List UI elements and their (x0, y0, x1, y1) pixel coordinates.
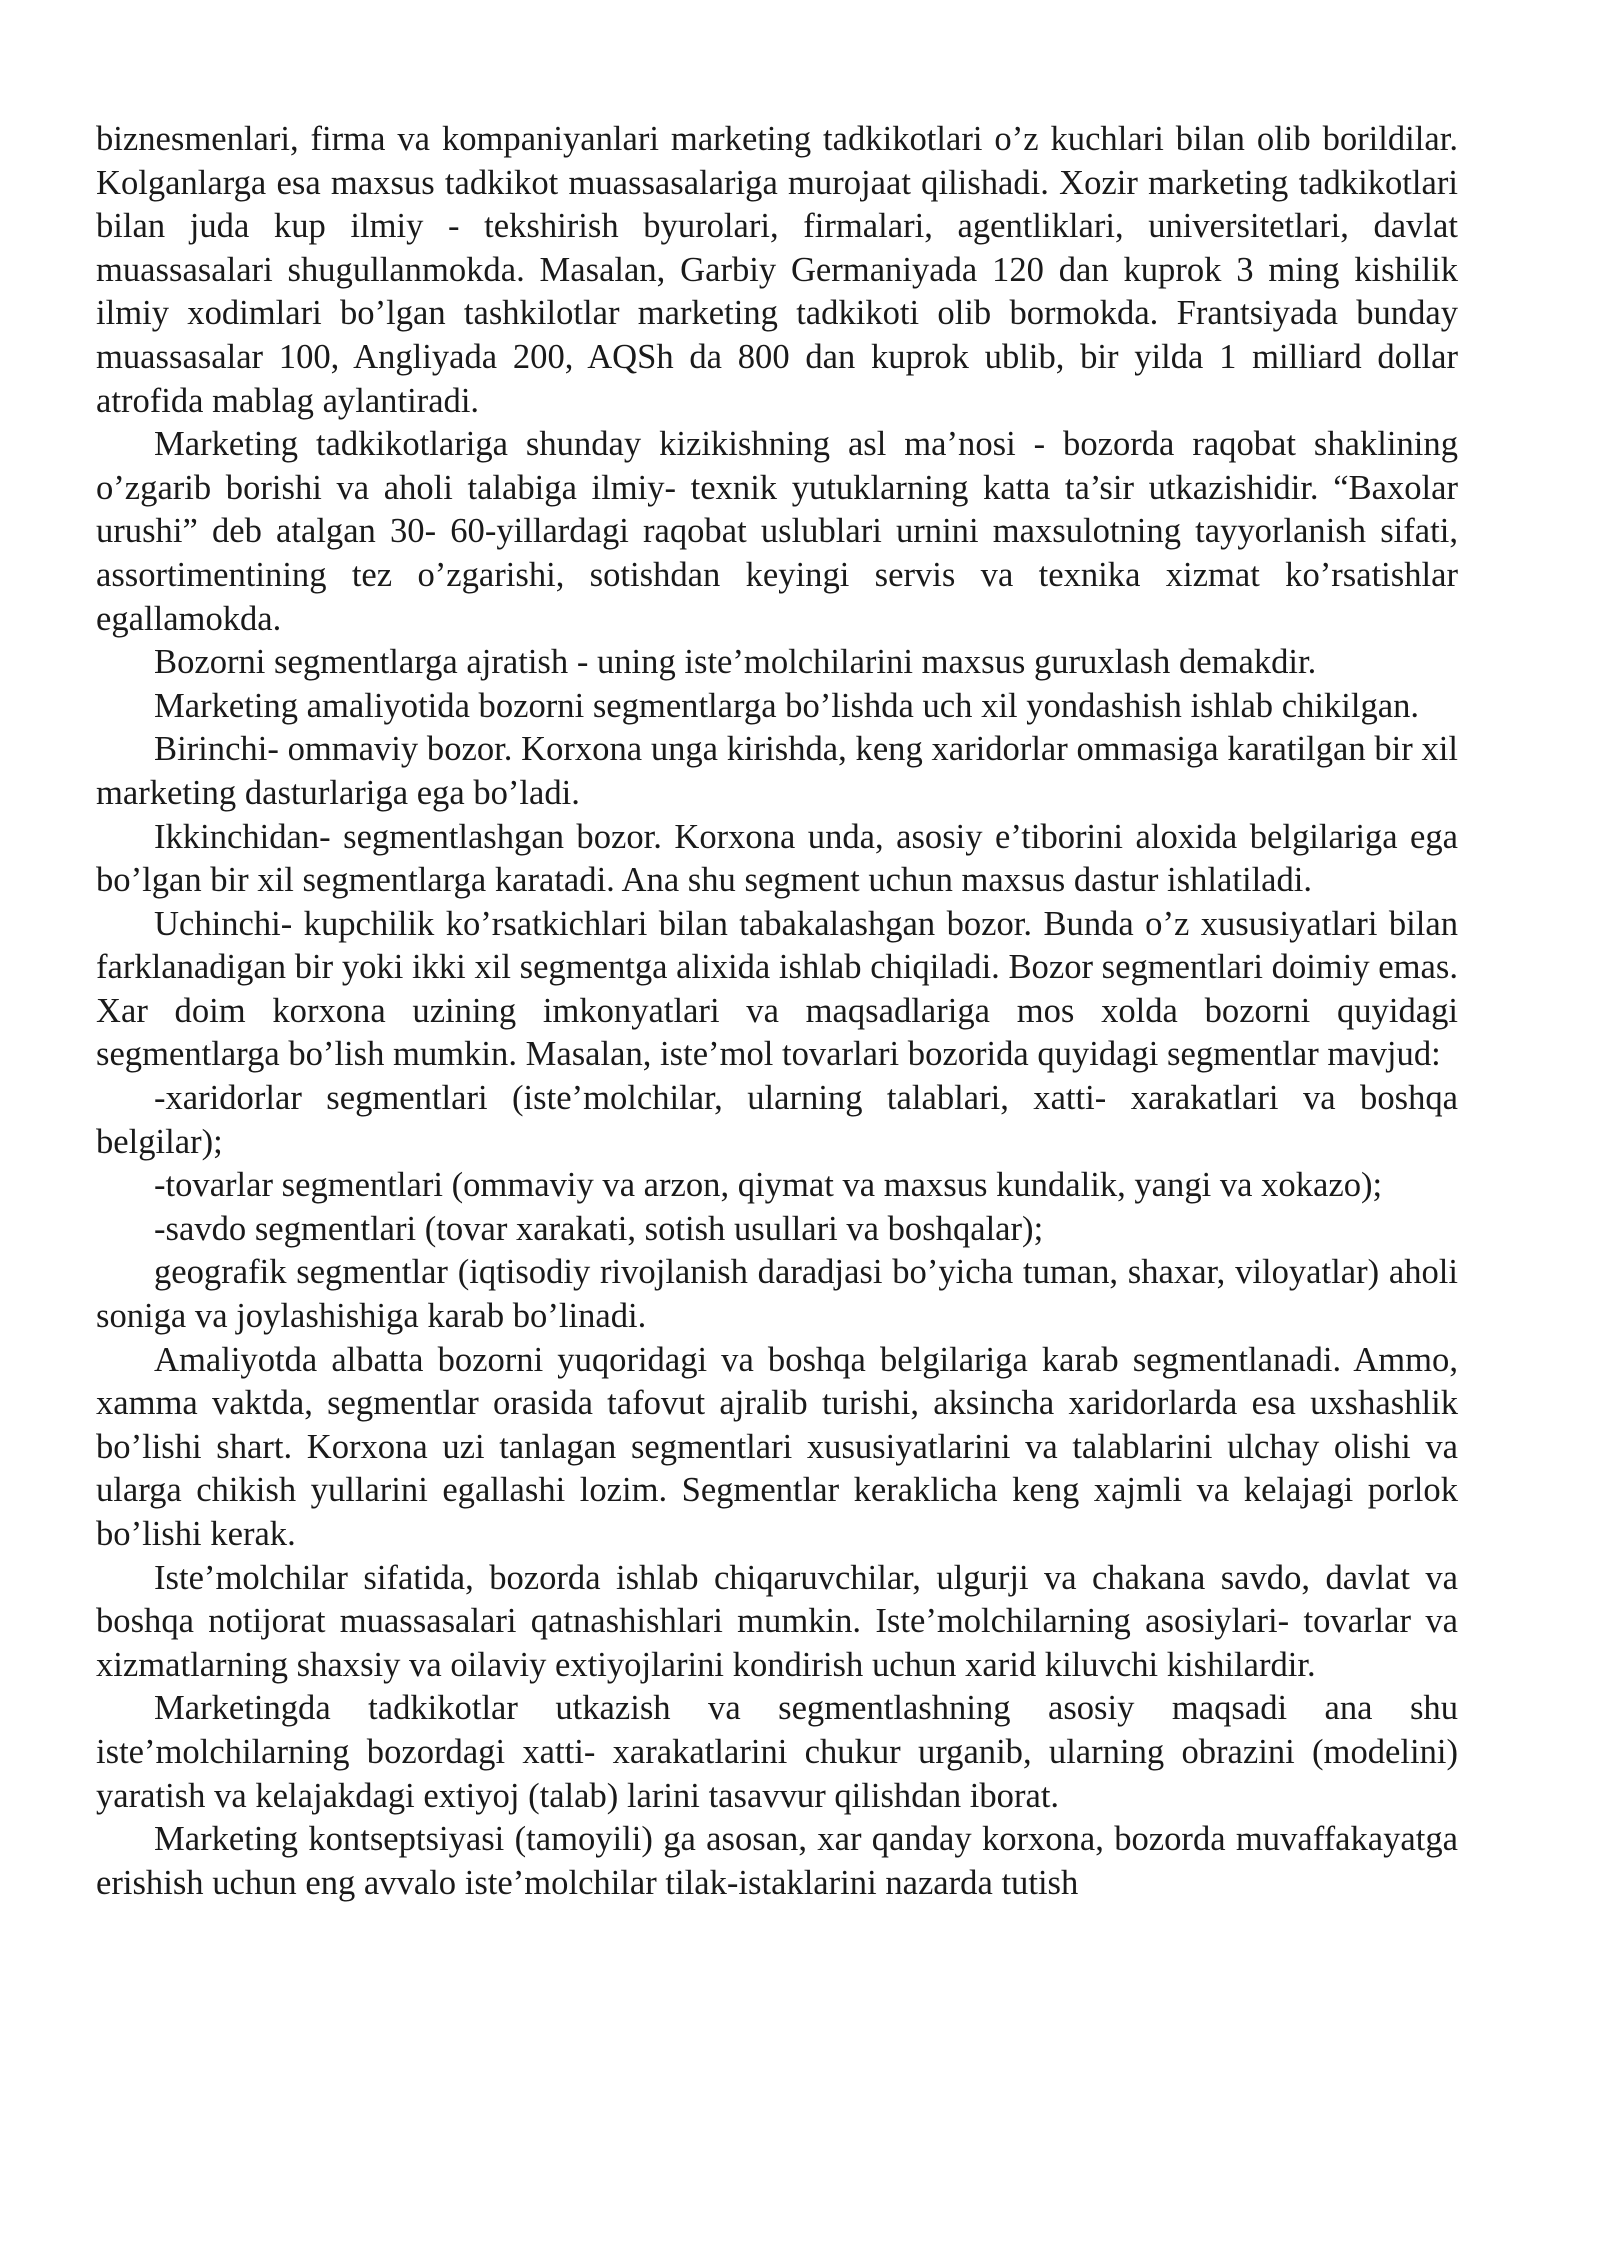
paragraph-marketing-concept: Marketing kontseptsiyasi (tamoyili) ga asosan, xar qanday korxona, bozorda muvaffakayatga erishish uchun eng avvalo iste’molchilar tilak-istaklarini nazarda tutish (96, 1820, 1458, 1902)
paragraph-segmentation-practice: Amaliyotda albatta bozorni yuqoridagi va boshqa belgilariga karab segmentlanadi. Ammo, xamma vaktda, segmentlar orasida tafovut ajralib turishi, aksincha xaridorlarda esa uxshashlik bo’lishi shart. Korxona uzi tanlagan segmentlari xususiyatlarini va talablarini ulchay olishi va ularga chikish yullarini egallashi lozim. Segmentlar keraklicha keng xajmli va kelajagi porlok bo’lishi kerak. (96, 1340, 1458, 1553)
list-item-buyer-segments: -xaridorlar segmentlari (iste’molchilar, ularning talablari, xatti- xarakatlari va boshqa belgilar); (96, 1079, 1458, 1161)
paragraph-segmentation-definition: Bozorni segmentlarga ajratish - uning iste’molchilarini maxsus guruxlash demakdir. (154, 643, 1317, 682)
list-item-product-segments: -tovarlar segmentlari (ommaviy va arzon, qiymat va maxsus kundalik, yangi va xokazo); (154, 1166, 1383, 1205)
paragraph-mass-market: Birinchi- ommaviy bozor. Korxona unga kirishda, keng xaridorlar ommasiga karatilgan bir xil marketing dasturlariga ega bo’ladi. (96, 730, 1458, 812)
list-item-geographic-segments: geografik segmentlar (iqtisodiy rivojlanish daradjasi bo’yicha tuman, shaxar, viloyatlar) aholi soniga va joylashishiga karab bo’linadi. (96, 1253, 1458, 1336)
paragraph-three-approaches: Marketing amaliyotida bozorni segmentlarga bo’lishda uch xil yondashish ishlab chikilgan. (154, 686, 1420, 725)
paragraph-consumers: Iste’molchilar sifatida, bozorda ishlab chiqaruvchilar, ulgurji va chakana savdo, davlat va boshqa notijorat muassasalari qatnashishlari mumkin. Iste’molchilarning asosiylari- tovarlar va xizmatlarning shaxsiy va oilaviy extiyojlarini kondirish uchun xarid kiluvchi kishilardir. (96, 1558, 1458, 1684)
paragraph-research-interest: Marketing tadkikotlariga shunday kizikishning asl ma’nosi - bozorda raqobat shaklining o’zgarib borishi va aholi talabiga ilmiy- texnik yutuklarning katta ta’sir utkazishidir. “Baxolar urushi” deb atalgan 30- 60-yillardagi raqobat uslublari urnini maxsulotning tayyorlanish sifati, assortimentining tez o’zgarishi, sotishdan keyingi servis va texnika xizmat ko’rsatishlar egallamokda. (96, 425, 1458, 638)
list-item-trade-segments: -savdo segmentlari (tovar xarakati, sotish usullari va boshqalar); (154, 1209, 1044, 1248)
document-page (96, 118, 1458, 1905)
paragraph-research-goal: Marketingda tadkikotlar utkazish va segmentlashning asosiy maqsadi ana shu iste’molchilarning bozordagi xatti- xarakatlarini chukur urganib, ularning obrazini (modelini) yaratish va kelajakdagi extiyoj (talab) larini tasavvur qilishdan iborat. (96, 1689, 1458, 1815)
paragraph-stratified-market: Uchinchi- kupchilik ko’rsatkichlari bilan tabakalashgan bozor. Bunda o’z xususiyatlari bilan farklanadigan bir yoki ikki xil segmentga alixida ishlab chiqiladi. Bozor segmentlari doimiy emas. Xar doim korxona uzining imkonyatlari va maqsadlariga mos xolda bozorni quyidagi segmentlarga bo’lish mumkin. Masalan, iste’mol tovarlari bozorida quyidagi segmentlar mavjud: (96, 904, 1458, 1074)
paragraph-research-organizations: biznesmenlari, firma va kompaniyanlari marketing tadkikotlari o’z kuchlari bilan olib borildilar. Kolganlarga esa maxsus tadkikot muassasalariga murojaat qilishadi. Xozir marketing tadkikotlari bilan juda kup ilmiy - tekshirish byurolari, firmalari, agentliklari, universitetlari, davlat muassasalari shugullanmokda. Masalan, Garbiy Germaniyada 120 dan kuprok 3 ming kishilik ilmiy xodimlari bo’lgan tashkilotlar marketing tadkikoti olib bormokda. Frantsiyada bunday muassasalar 100, Angliyada 200, AQSh da 800 dan kuprok ublib, bir yilda 1 milliard dollar atrofida mablag aylantiradi. (96, 120, 1458, 420)
paragraph-segmented-market: Ikkinchidan- segmentlashgan bozor. Korxona unda, asosiy e’tiborini aloxida belgilariga ega bo’lgan bir xil segmentlarga karatadi. Ana shu segment uchun maxsus dastur ishlatiladi. (96, 817, 1458, 900)
